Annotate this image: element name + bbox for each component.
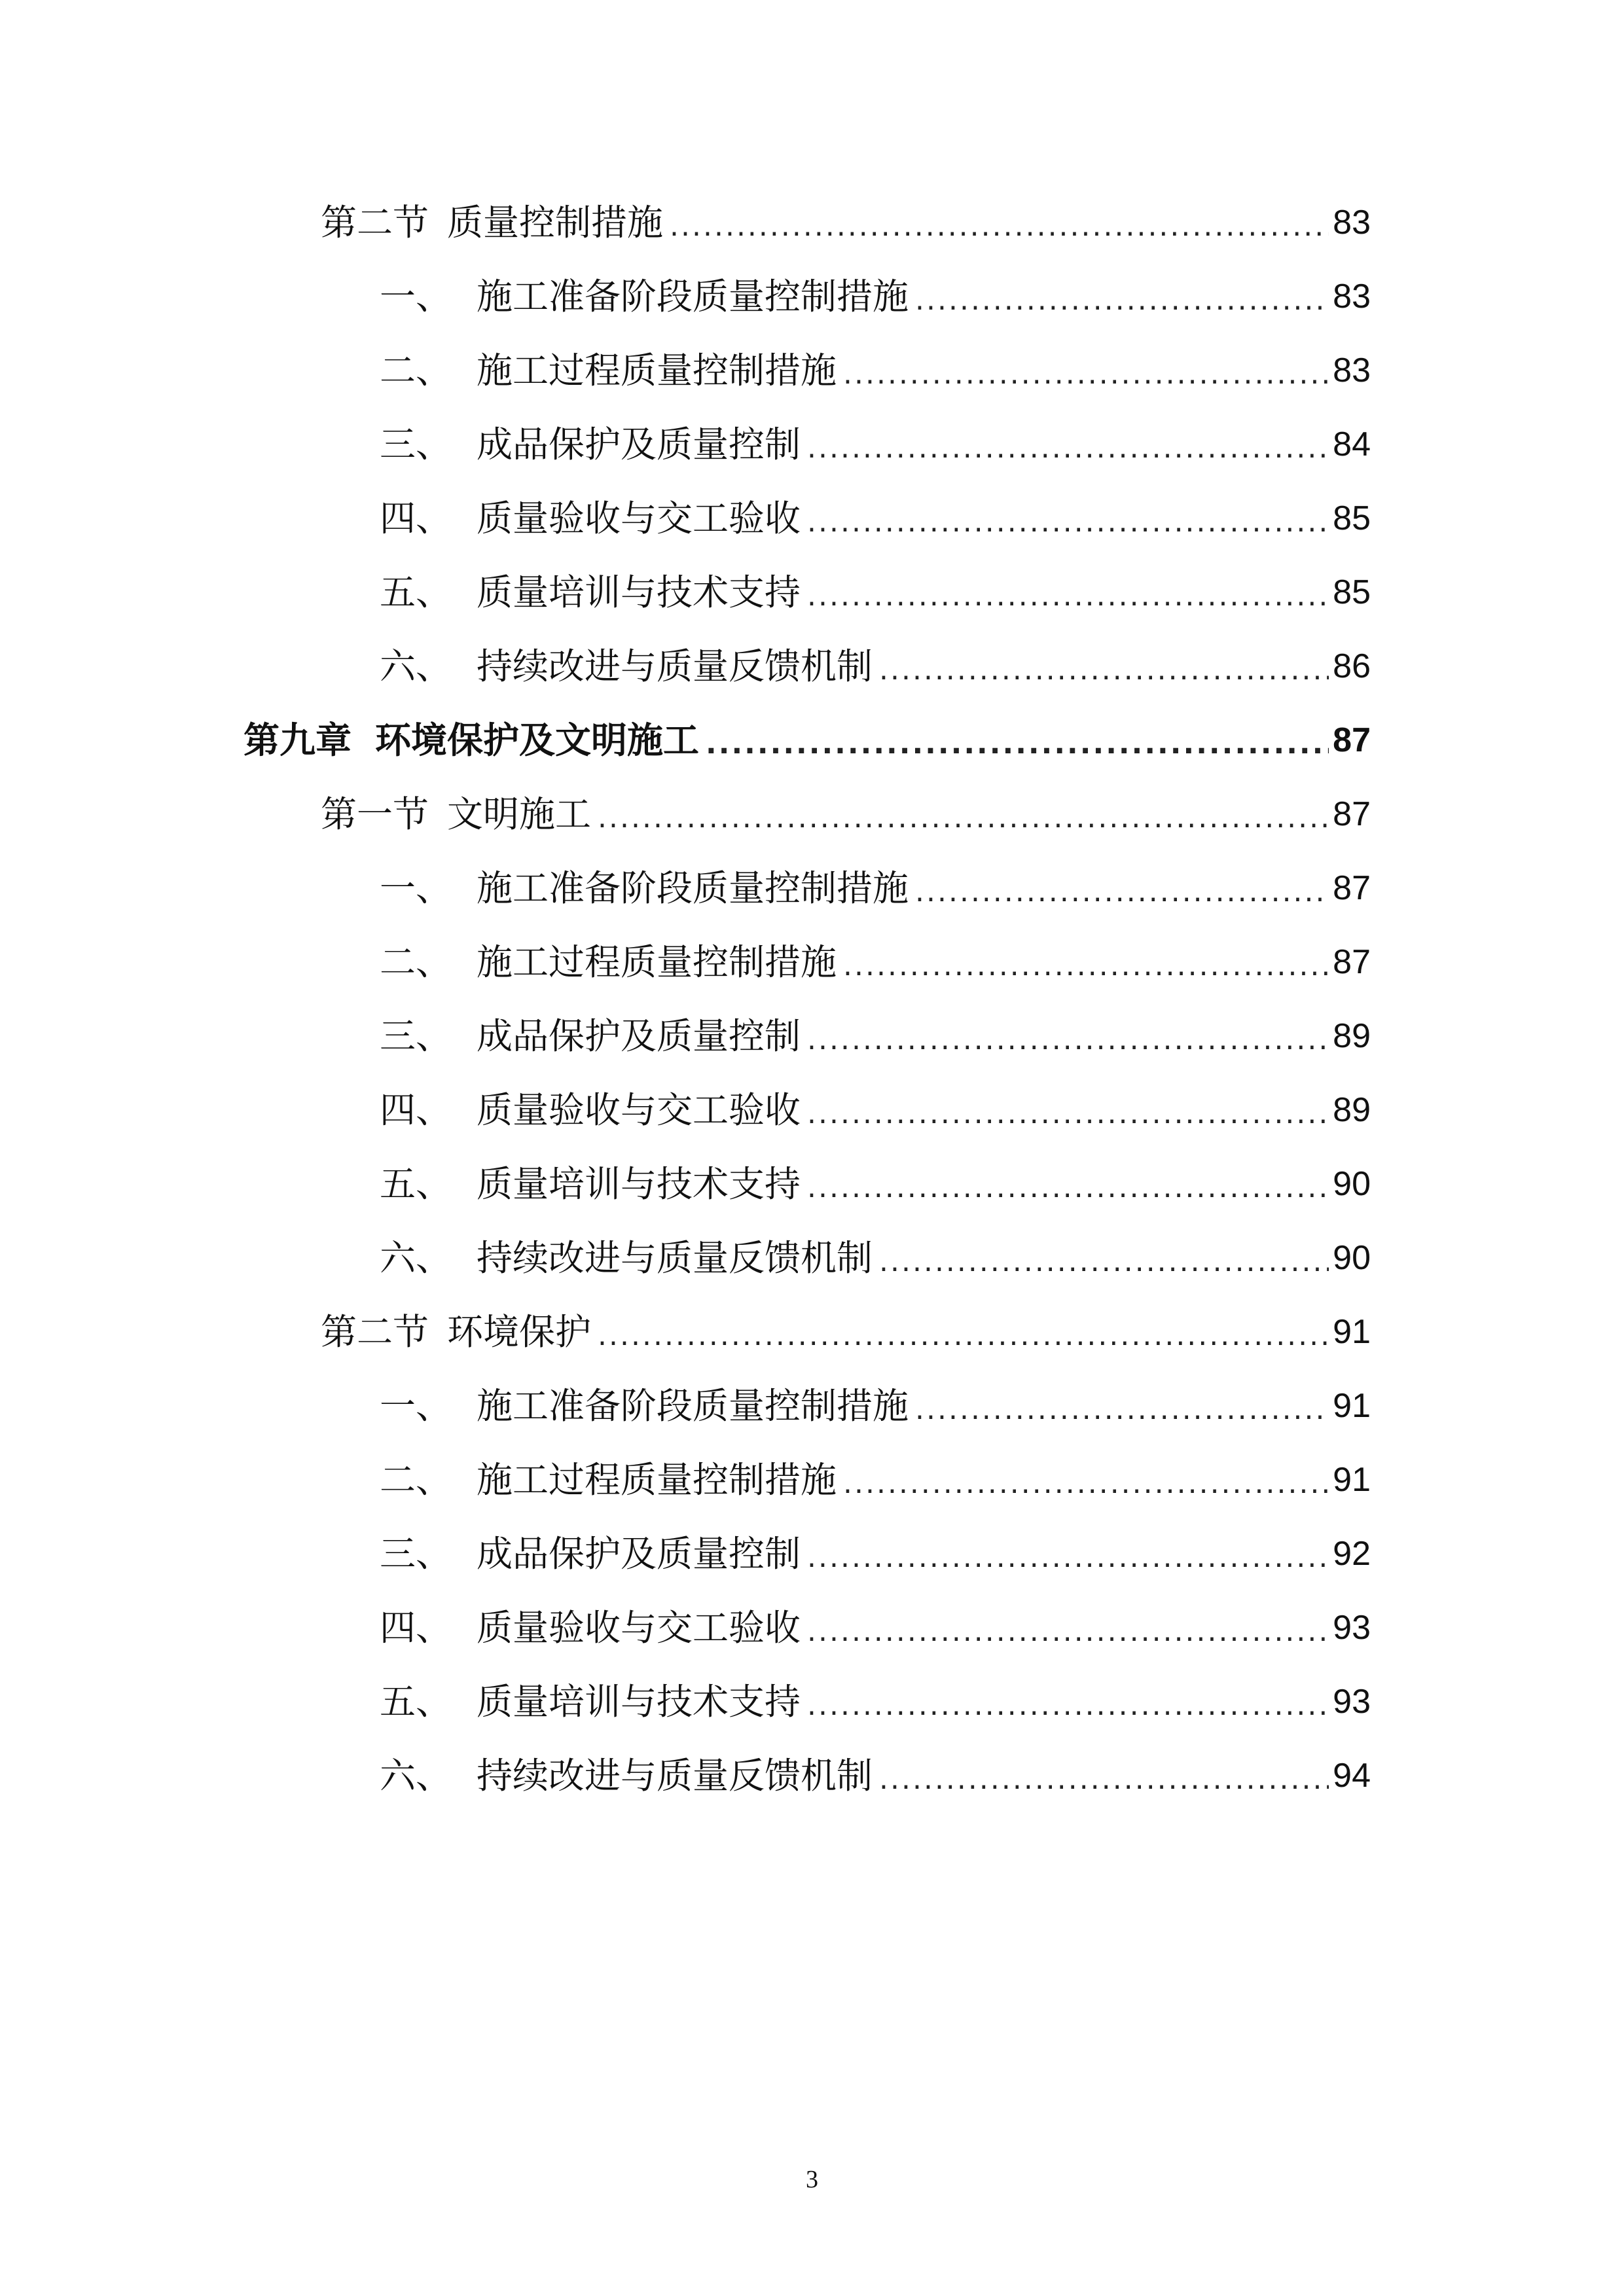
dot-leader bbox=[915, 1390, 1329, 1429]
toc-entry-item[interactable] bbox=[380, 1158, 1371, 1210]
toc-entry-item[interactable] bbox=[380, 566, 1371, 619]
toc-entry-title: 质量控制措施 bbox=[447, 202, 664, 243]
toc-entry-item[interactable] bbox=[380, 640, 1371, 692]
toc-entry-item[interactable] bbox=[380, 1602, 1371, 1654]
toc-entry-title: 质量验收与交工验收 bbox=[477, 1089, 801, 1131]
toc-entry-item[interactable] bbox=[380, 270, 1371, 323]
toc-entry-item[interactable] bbox=[380, 1380, 1371, 1432]
toc-entry-page: 87 bbox=[1333, 721, 1371, 759]
toc-entry-number: 五、 bbox=[380, 1681, 452, 1723]
dot-leader bbox=[598, 1316, 1329, 1355]
toc-entry-item[interactable] bbox=[380, 1232, 1371, 1284]
toc-entry-section[interactable] bbox=[321, 788, 1371, 840]
dot-leader bbox=[879, 1760, 1329, 1799]
dot-leader bbox=[915, 872, 1329, 912]
dot-leader bbox=[843, 946, 1329, 986]
toc-entry-item[interactable] bbox=[380, 418, 1371, 471]
toc-entry-number: 三、 bbox=[380, 1533, 452, 1575]
toc-entry-page: 87 bbox=[1333, 943, 1371, 981]
toc-entry-page: 83 bbox=[1333, 351, 1371, 389]
dot-leader bbox=[807, 1686, 1329, 1725]
toc-entry-item[interactable] bbox=[380, 862, 1371, 914]
toc-entry-title: 施工过程质量控制措施 bbox=[477, 941, 837, 983]
toc-entry-number: 二、 bbox=[380, 350, 452, 391]
toc-entry-number: 五、 bbox=[380, 1163, 452, 1205]
toc-entry-title: 质量培训与技术支持 bbox=[477, 571, 801, 613]
toc-entry-title: 持续改进与质量反馈机制 bbox=[477, 645, 873, 687]
dot-leader bbox=[879, 651, 1329, 690]
toc-entry-title: 质量验收与交工验收 bbox=[477, 1607, 801, 1649]
dot-leader bbox=[807, 577, 1329, 616]
toc-entry-section[interactable] bbox=[321, 1306, 1371, 1358]
toc-entry-page: 93 bbox=[1333, 1609, 1371, 1647]
toc-entry-title: 持续改进与质量反馈机制 bbox=[477, 1755, 873, 1797]
toc-entry-page: 85 bbox=[1333, 499, 1371, 537]
toc-entry-page: 85 bbox=[1333, 573, 1371, 611]
toc-entry-title: 成品保护及质量控制 bbox=[477, 1015, 801, 1057]
toc-entry-page: 86 bbox=[1333, 647, 1371, 685]
toc-entry-title: 成品保护及质量控制 bbox=[477, 1533, 801, 1575]
toc-entry-number: 四、 bbox=[380, 1089, 452, 1131]
dot-leader bbox=[706, 725, 1329, 764]
toc-entry-number: 二、 bbox=[380, 1459, 452, 1501]
toc-entry-title: 施工过程质量控制措施 bbox=[477, 1459, 837, 1501]
toc-entry-title: 施工准备阶段质量控制措施 bbox=[477, 1385, 909, 1427]
toc-entry-page: 83 bbox=[1333, 278, 1371, 315]
toc-entry-page: 91 bbox=[1333, 1313, 1371, 1351]
toc-entry-item[interactable] bbox=[380, 1454, 1371, 1506]
toc-entry-item[interactable] bbox=[380, 936, 1371, 988]
toc-entry-item[interactable] bbox=[380, 1676, 1371, 1728]
dot-leader bbox=[670, 207, 1329, 246]
toc-entry-page: 90 bbox=[1333, 1165, 1371, 1203]
toc-entry-page: 91 bbox=[1333, 1387, 1371, 1425]
dot-leader bbox=[879, 1242, 1329, 1282]
toc-entry-item[interactable] bbox=[380, 1010, 1371, 1062]
dot-leader bbox=[807, 429, 1329, 468]
dot-leader bbox=[598, 798, 1329, 838]
toc-entry-page: 90 bbox=[1333, 1239, 1371, 1277]
toc-entry-number: 五、 bbox=[380, 571, 452, 613]
page-number: 3 bbox=[806, 2166, 818, 2193]
dot-leader bbox=[915, 281, 1329, 320]
toc-entry-number: 一、 bbox=[380, 867, 452, 909]
toc-entry-item[interactable] bbox=[380, 492, 1371, 545]
dot-leader bbox=[807, 1094, 1329, 1134]
toc-entry-number: 六、 bbox=[380, 1237, 452, 1279]
toc-entry-page: 91 bbox=[1333, 1461, 1371, 1499]
dot-leader bbox=[843, 355, 1329, 394]
toc-entry-title: 施工过程质量控制措施 bbox=[477, 350, 837, 391]
dot-leader bbox=[807, 1538, 1329, 1577]
toc-entry-page: 87 bbox=[1333, 795, 1371, 833]
toc-entry-item[interactable] bbox=[380, 344, 1371, 397]
toc-entry-number: 四、 bbox=[380, 1607, 452, 1649]
toc-entry-chapter[interactable] bbox=[244, 714, 1371, 766]
toc-entry-title: 环境保护 bbox=[447, 1311, 592, 1353]
toc-entry-item[interactable] bbox=[380, 1749, 1371, 1802]
toc-entry-item[interactable] bbox=[380, 1528, 1371, 1580]
toc-entry-title: 质量培训与技术支持 bbox=[477, 1681, 801, 1723]
toc-entry-page: 89 bbox=[1333, 1091, 1371, 1129]
toc-entry-section[interactable] bbox=[321, 196, 1371, 249]
toc-entry-title: 施工准备阶段质量控制措施 bbox=[477, 867, 909, 909]
toc-entry-title: 质量培训与技术支持 bbox=[477, 1163, 801, 1205]
toc-entry-title: 质量验收与交工验收 bbox=[477, 497, 801, 539]
toc-entry-number: 第二节 bbox=[321, 202, 429, 243]
toc-entry-title: 成品保护及质量控制 bbox=[477, 423, 801, 465]
toc-entry-number: 六、 bbox=[380, 1755, 452, 1797]
toc-entry-number: 第二节 bbox=[321, 1311, 429, 1353]
toc-entry-page: 92 bbox=[1333, 1535, 1371, 1573]
toc-entry-page: 84 bbox=[1333, 425, 1371, 463]
toc-entry-number: 六、 bbox=[380, 645, 452, 687]
toc-entry-number: 一、 bbox=[380, 276, 452, 317]
toc-entry-page: 93 bbox=[1333, 1683, 1371, 1721]
toc-entry-title: 文明施工 bbox=[447, 793, 592, 835]
toc-entry-number: 二、 bbox=[380, 941, 452, 983]
toc-entry-title: 持续改进与质量反馈机制 bbox=[477, 1237, 873, 1279]
dot-leader bbox=[843, 1464, 1329, 1503]
toc-entry-number: 一、 bbox=[380, 1385, 452, 1427]
toc-entry-page: 89 bbox=[1333, 1017, 1371, 1055]
dot-leader bbox=[807, 1168, 1329, 1208]
toc-entry-number: 三、 bbox=[380, 1015, 452, 1057]
toc-entry-number: 第一节 bbox=[321, 793, 429, 835]
toc-entry-title: 施工准备阶段质量控制措施 bbox=[477, 276, 909, 317]
toc-entry-page: 87 bbox=[1333, 869, 1371, 907]
dot-leader bbox=[807, 1612, 1329, 1651]
toc-entry-number: 四、 bbox=[380, 497, 452, 539]
toc-entry-number: 三、 bbox=[380, 423, 452, 465]
toc-entry-title: 环境保护及文明施工 bbox=[375, 719, 700, 761]
dot-leader bbox=[807, 1020, 1329, 1060]
toc-entry-item[interactable] bbox=[380, 1084, 1371, 1136]
toc-entry-page: 94 bbox=[1333, 1757, 1371, 1795]
toc-entry-number: 第九章 bbox=[244, 719, 352, 761]
toc-entry-page: 83 bbox=[1333, 204, 1371, 242]
dot-leader bbox=[807, 503, 1329, 542]
